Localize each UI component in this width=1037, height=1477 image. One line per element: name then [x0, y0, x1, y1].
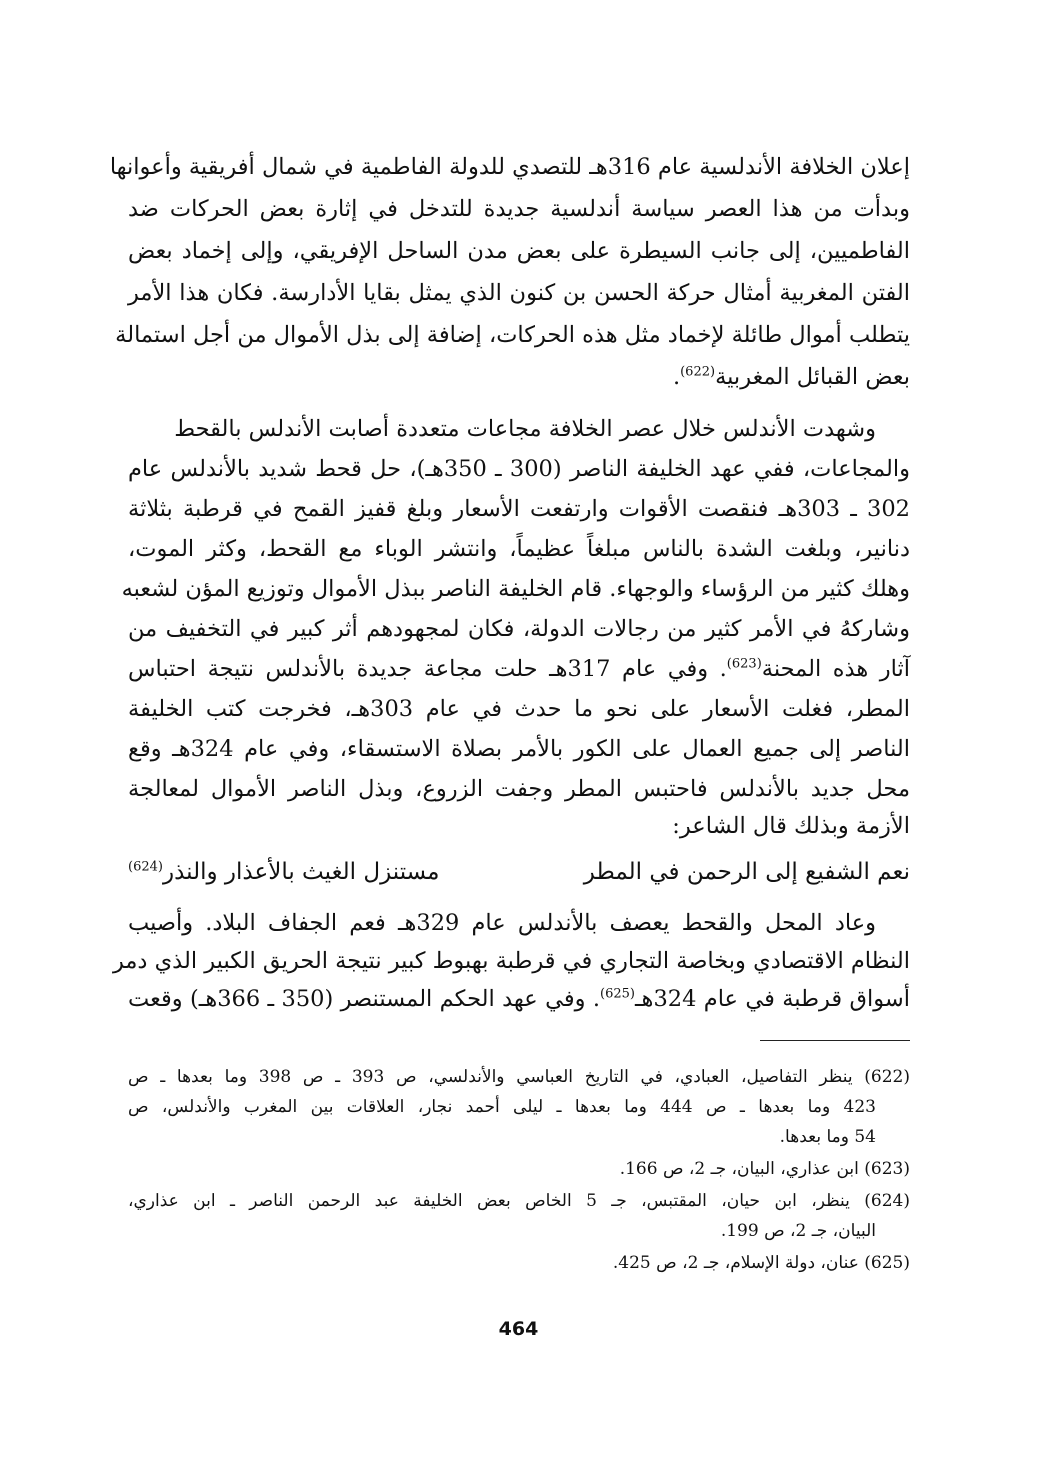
text-line: المطر، فغلت الأسعار على نحو ما حدث في عام 303هـ، فخرجت كتب الخليفة: [128, 696, 910, 722]
verse-hemistich-second: [128, 852, 440, 892]
footnote-ref-624[interactable]: (624): [128, 859, 163, 875]
text-line: الفتن المغربية أمثال حركة الحسن بن كنون الذي يمثل بقايا الأدارسة. فكان هذا الأمر: [128, 280, 910, 306]
text-line: وشاركهُ في الأمر كثير من رجالات الدولة، فكان لمجهودهم أثر كبير في التخفيف من: [128, 616, 910, 642]
text-line: 302 ـ 303هـ فنقصت الأقوات وارتفعت الأسعار وبلغ قفيز القمح في قرطبة بثلاثة: [128, 496, 910, 522]
text-line: وشهدت الأندلس خلال عصر الخلافة مجاعات متعددة أصابت الأندلس بالقحط: [174, 416, 876, 442]
text-line: وهلك كثير من الرؤساء والوجهاء. قام الخليفة الناصر ببذل الأموال وتوزيع المؤن لشعبه: [121, 576, 910, 602]
paragraph-1: [109, 150, 910, 410]
text-line: [673, 360, 910, 394]
text-line: النظام الاقتصادي وبخاصة التجاري في قرطبة بهبوط كبير نتيجة الحريق الكبير الذي دمر: [112, 948, 910, 974]
footnote-separator: [760, 1040, 910, 1041]
text-line: إعلان الخلافة الأندلسية عام 316هـ للتصدي للدولة الفاطمية في شمال أفريقية وأعوانها: [109, 154, 910, 180]
text-fragment: مستنزل الغيث بالأعذار والنذر: [162, 859, 440, 885]
text-fragment: . وفي عام 317هـ حلت مجاعة جديدة بالأندلس نتيجة احتباس: [128, 656, 727, 682]
text-line: يتطلب أموال طائلة لإخماد مثل هذه الحركات، إضافة إلى بذل الأموال من أجل استمالة: [115, 322, 910, 348]
footnote-624-continued: البيان، جـ 2، ص 199.: [720, 1221, 876, 1241]
text-fragment: بعض القبائل المغربية: [715, 364, 910, 390]
text-fragment: آثار هذه المحنة: [761, 656, 910, 682]
text-fragment: . وفي عهد الحكم المستنصر (350 ـ 366هـ) وقعت: [128, 986, 600, 1012]
footnote-623: (623) ابن عذاري، البيان، جـ 2، ص 166.: [619, 1159, 910, 1179]
text-line: الفاطميين، إلى جانب السيطرة على بعض مدن الساحل الإفريقي، وإلى إخماد بعض: [128, 238, 910, 264]
footnote-ref-623[interactable]: (623): [726, 656, 762, 672]
text-line: والمجاعات، ففي عهد الخليفة الناصر (300 ـ 350هـ)، حل قحط شديد بالأندلس عام: [128, 456, 910, 482]
text-line: محل جديد بالأندلس فاحتبس المطر وجفت الزروع، وبذل الناصر الأموال لمعالجة: [128, 776, 910, 802]
text-line: [128, 652, 910, 686]
text-line: الناصر إلى جميع العمال على الكور بالأمر بصلاة الاستسقاء، وفي عام 324هـ وقع: [128, 736, 910, 762]
text-line: وبدأت من هذا العصر سياسة أندلسية جديدة للتدخل في إثارة بعض الحركات ضد: [128, 196, 910, 222]
page-number: 464: [498, 1318, 539, 1340]
text-line: الأزمة وبذلك قال الشاعر:: [672, 813, 910, 839]
text-line: [128, 982, 910, 1016]
footnote-ref-625[interactable]: (625): [599, 986, 635, 1002]
text-fragment: أسواق قرطبة في عام 324هـ: [634, 986, 910, 1012]
text-fragment: .: [672, 364, 681, 390]
footnote-ref-622[interactable]: (622): [680, 364, 716, 380]
poem-verse: [128, 852, 910, 892]
footnote-622-continued: 54 وما بعدها.: [779, 1127, 876, 1147]
paragraph-3: [112, 906, 910, 1026]
footnote-622: (622) ينظر التفاصيل، العبادي، في التاريخ العباسي والأندلسي، ص 393 ـ ص 398 وما بعدها ـ ص: [128, 1067, 910, 1087]
paragraph-2: [121, 412, 910, 842]
footnote-622-continued: 423 وما بعدها ـ ص 444 وما بعدها ـ ليلى أحمد نجار، العلاقات بين المغرب والأندلس، ص: [128, 1097, 876, 1117]
footnote-625: (625) عنان، دولة الإسلام، جـ 2، ص 425.: [612, 1253, 910, 1273]
text-line: وعاد المحل والقحط يعصف بالأندلس عام 329هـ فعم الجفاف البلاد. وأصيب: [128, 910, 876, 936]
verse-hemistich-first: نعم الشفيع إلى الرحمن في المطر: [583, 859, 910, 885]
footnote-624: (624) ينظر، ابن حيان، المقتبس، جـ 5 الخاص بعض الخليفة عبد الرحمن الناصر ـ ابن عذاري،: [128, 1191, 910, 1211]
text-line: دنانير، وبلغت الشدة بالناس مبلغاً عظيماً، وانتشر الوباء مع القحط، وكثر الموت،: [128, 536, 910, 562]
